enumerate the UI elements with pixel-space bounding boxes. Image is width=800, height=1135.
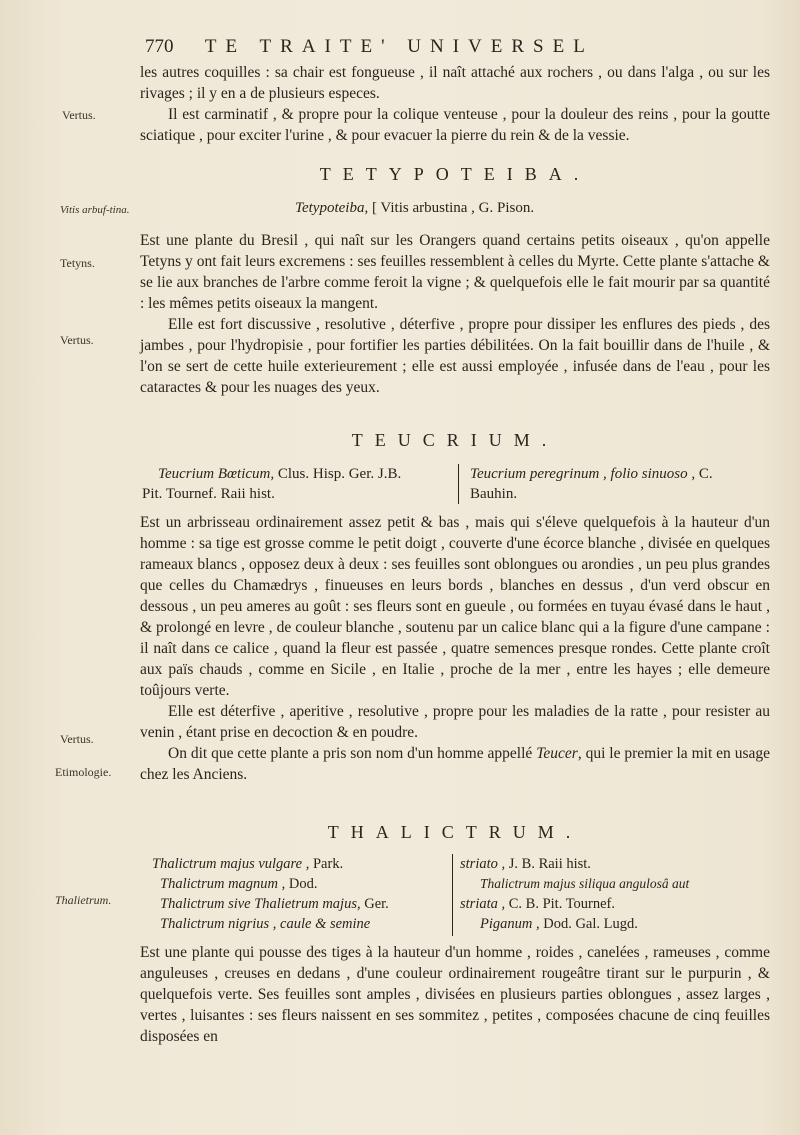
section-title-thalictrum: THALICTRUM.: [327, 822, 583, 842]
section-title-teucrium: TEUCRIUM.: [351, 430, 559, 450]
margin-note-vitis: Vitis arbuf-tina.: [60, 204, 130, 216]
synonym-name: Thalictrum majus vulgare ,: [152, 856, 310, 872]
thalictrum-text: [140, 942, 770, 1047]
intro-text: [140, 62, 770, 146]
synonym-name: Teucrium Bœticum,: [158, 466, 275, 482]
paragraph: les autres coquilles : sa chair est fongueuse , il naît attaché aux rochers , ou dans l'alga , ou sur les rivages ; il y en a de plusieurs especes.: [140, 64, 770, 102]
synonym-authors: C. B. Pit. Tournef.: [505, 896, 616, 912]
synonym-authors: Ger.: [360, 896, 389, 912]
paragraph: Est une plante du Bresil , qui naît sur les Orangers quand certains petits oiseaux , qu'on appelle Tetyns y ont fait leurs excremens : ses feuilles ressemblent à celles du Myrte. Cette plante s'attache & se lie aux branches de l'arbre comme feroit la vigne ; & quelquefois elle le fait mourir par sa quantité : les mêmes petits oiseaux la mangent.: [140, 232, 770, 312]
page-number: 770: [145, 36, 174, 57]
section-title-tetypoteiba: TETYPOTEIBA.: [319, 164, 591, 184]
margin-note-vertus: Vertus.: [60, 732, 94, 746]
synonym-authors: Park.: [309, 856, 344, 872]
running-title: TE TRAITE' UNIVERSEL: [204, 36, 594, 57]
margin-note-tetyns: Tetyns.: [60, 256, 95, 270]
synonym-name: Thalictrum nigrius , caule & semine: [160, 916, 371, 932]
synonym-name: Thalictrum sive Thalietrum majus,: [160, 896, 361, 912]
synonym-divider: [458, 464, 459, 504]
paragraph: Est un arbrisseau ordinairement assez petit & bas , mais qui s'éleve quelquefois à la hauteur d'un homme : sa tige est grosse comme le petit doigt , couverte d'une écorce blanche , divisée en quelques rameaux blancs , opposez deux à deux : ses feuilles sont oblongues ou arondies , un peu plus grandes que celles du Chamædrys , finueuses en leurs bords , blanches en dessus , d'un verd obscur en dessous , un peu ameres au goût : ses fleurs sont en gueule , ou formées en tuyau évasé dans le haut , & prolongé en levre , de couleur blanche , soutenu par un calice blanc qui a la figure d'une campane : il naît dans ce calice , quand la fleur est passée , quatre semences presque rondes. Cette plante croît aux païs chauds , comme en Sicile , en Italie , proche de la mer , entre les hayes ; elle demeure toûjours verte.: [140, 514, 770, 699]
synonym-right: [460, 854, 775, 934]
text-run: On dit que cette plante a pris son nom d'un homme appellé: [168, 745, 537, 762]
margin-note-etimologie: Etimologie.: [55, 765, 112, 779]
synonym-right: [470, 464, 770, 504]
synonym-authors: Dod. Gal. Lugd.: [539, 916, 638, 932]
margin-note-vertus: Vertus.: [62, 108, 96, 122]
text-run: Teucer: [536, 745, 578, 762]
teucrium-text: [140, 512, 770, 785]
synonym-left: [142, 464, 458, 504]
synonym-authors: Pit. Tournef. Raii hist.: [142, 486, 275, 502]
synonym-authors: Bauhin.: [470, 486, 518, 502]
margin-note-thalietrum: Thalietrum.: [55, 893, 112, 907]
text-run: , qui le premier la mit en usage chez les Anciens.: [140, 745, 770, 783]
synonym-name: Thalictrum magnum ,: [160, 876, 286, 892]
paragraph: Elle est déterfive , aperitive , resolutive , propre pour les maladies de la ratte , pour resister au venin , étant prise en decoction & en poudre.: [140, 703, 770, 741]
margin-note-vertus: Vertus.: [60, 333, 94, 347]
synonym-authors: Dod.: [285, 876, 318, 892]
tetypoteiba-text: [140, 230, 770, 398]
synonym-authors: Clus. Hisp. Ger. J.B.: [274, 466, 402, 482]
synonym-name: Piganum ,: [480, 916, 540, 932]
synonym-authors: J. B. Raii hist.: [505, 856, 591, 872]
paragraph: Il est carminatif , & propre pour la colique venteuse , pour la douleur des reins , pour la goutte sciatique , pour exciter l'urine , & pour evacuer la pierre du rein & de la vessie.: [140, 106, 770, 144]
synonym-divider: [452, 854, 453, 936]
synonym-rest: , [ Vitis arbustina , G. Pison.: [364, 200, 535, 216]
synonym-name: Tetypoteiba: [295, 200, 365, 216]
synonym-name: striato ,: [460, 856, 506, 872]
synonym-name: striata ,: [460, 896, 506, 912]
running-header: [145, 36, 645, 58]
synonym-left: [152, 854, 448, 934]
paragraph: [140, 743, 770, 785]
paragraph: Elle est fort discussive , resolutive , déterfive , propre pour dissiper les enflures des pieds , des jambes , pour l'hydropisie , pour fortifier les parties débilitées. On la fait bouillir dans de l'huile , & l'on se sert de cette huile exterieurement ; elle est aussi employée , infusée dans de l'eau , pour les cataractes & pour les nuages des yeux.: [140, 316, 770, 396]
synonym-name: Thalictrum majus siliqua angulosâ aut: [480, 876, 690, 891]
synonym-name: Teucrium peregrinum , folio sinuoso ,: [470, 466, 696, 482]
paragraph: Est une plante qui pousse des tiges à la hauteur d'un homme , roides , canelées , rameuses , comme anguleuses , creuses en dedans , d'une couleur ordinairement rougeâtre tirant sur le purpurin , & quelquefois verte. Ses feuilles sont amples , divisées en plusieurs parties oblongues , assez larges , vertes , luisantes : ses fleurs naissent en ses sommitez , petites , composées chacune de cinq feuilles disposées en: [140, 944, 770, 1045]
synonym-line: [295, 198, 534, 218]
synonym-authors: C.: [695, 466, 713, 482]
